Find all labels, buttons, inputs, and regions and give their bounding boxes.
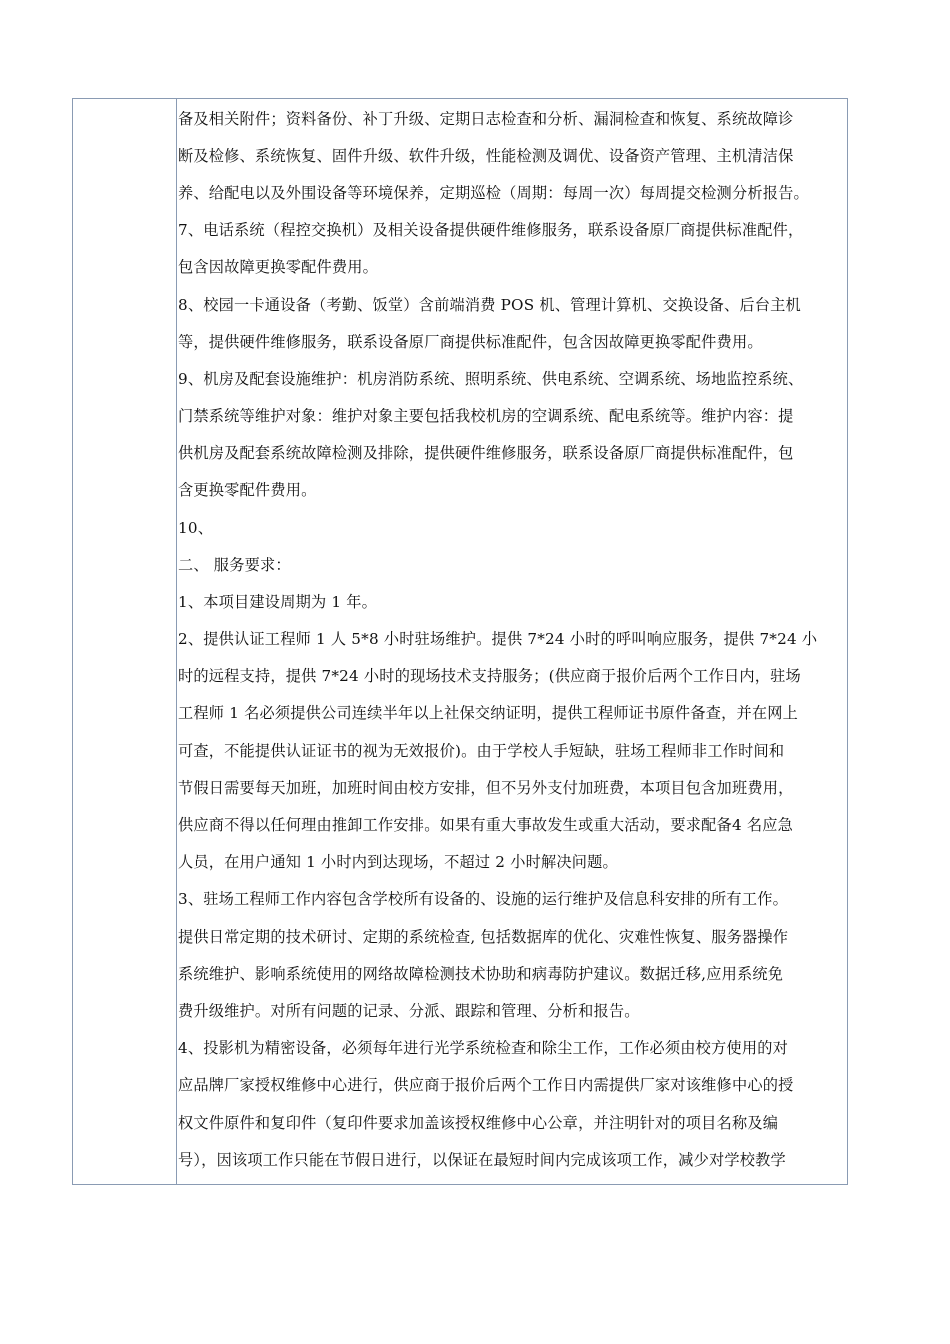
text-line: 4、投影机为精密设备，必须每年进行光学系统检查和除尘工作，工作必须由校方使用的对: [178, 1039, 788, 1057]
text-line: 系统维护、影响系统使用的网络故障检测技术协助和病毒防护建议。数据迁移,应用系统免: [178, 965, 784, 983]
text-line: 断及检修、系统恢复、固件升级、软件升级，性能检测及调优、设备资产管理、主机清洁保: [178, 147, 794, 165]
text-line: 供机房及配套系统故障检测及排除，提供硬件维修服务，联系设备原厂商提供标准配件，包: [178, 444, 794, 462]
text-line: 备及相关附件；资料备份、补丁升级、定期日志检查和分析、漏洞检查和恢复、系统故障诊: [178, 110, 794, 128]
text-line: 等，提供硬件维修服务，联系设备原厂商提供标准配件，包含因故障更换零配件费用。: [178, 333, 763, 351]
text-line: 包含因故障更换零配件费用。: [178, 258, 379, 276]
text-line: 供应商不得以任何理由推卸工作安排。如果有重大事故发生或重大活动，要求配备4 名应急: [178, 816, 794, 834]
text-line: 应品牌厂家授权维修中心进行，供应商于报价后两个工作日内需提供厂家对该维修中心的授: [178, 1076, 794, 1094]
text-line: 号），因该项工作只能在节假日进行，以保证在最短时间内完成该项工作，减少对学校教学: [178, 1151, 786, 1169]
text-line: 9、机房及配套设施维护：机房消防系统、照明系统、供电系统、空调系统、场地监控系统、: [178, 370, 804, 388]
text-line: 费升级维护。对所有问题的记录、分派、跟踪和管理、分析和报告。: [178, 1002, 640, 1020]
text-line: 10、: [178, 519, 214, 537]
right-text-cell: [178, 99, 847, 1184]
text-line: 8、校园一卡通设备（考勤、饭堂）含前端消费 POS 机、管理计算机、交换设备、后台主机: [178, 296, 801, 314]
text-line: 节假日需要每天加班，加班时间由校方安排，但不另外支付加班费，本项目包含加班费用，: [178, 779, 794, 797]
text-line: 权文件原件和复印件（复印件要求加盖该授权维修中心公章，并注明针对的项目名称及编: [178, 1114, 779, 1132]
text-line: 工程师 1 名必须提供公司连续半年以上社保交纳证明，提供工程师证书原件备查，并在网上: [178, 704, 799, 722]
text-line: 人员，在用户通知 1 小时内到达现场，不超过 2 小时解决问题。: [178, 853, 618, 871]
text-line: 含更换零配件费用。: [178, 481, 317, 499]
text-line: 3、驻场工程师工作内容包含学校所有设备的、设施的运行维护及信息科安排的所有工作。: [178, 890, 788, 908]
left-label-cell: [73, 99, 177, 1184]
text-line: 7、电话系统（程控交换机）及相关设备提供硬件维修服务，联系设备原厂商提供标准配件，: [178, 221, 804, 239]
content-table: [72, 98, 848, 1185]
text-line: 2、提供认证工程师 1 人 5*8 小时驻场维护。提供 7*24 小时的呼叫响应服务，提供 7*24 小: [178, 630, 818, 648]
text-line: 可查，不能提供认证证书的视为无效报价)。由于学校人手短缺，驻场工程师非工作时间和: [178, 742, 785, 760]
text-line: 1、本项目建设周期为 1 年。: [178, 593, 378, 611]
text-line: 提供日常定期的技术研讨、定期的系统检查, 包括数据库的优化、灾难性恢复、服务器操作: [178, 928, 789, 946]
text-line: 门禁系统等维护对象：维护对象主要包括我校机房的空调系统、配电系统等。维护内容：提: [178, 407, 794, 425]
text-line: 二、 服务要求：: [178, 556, 291, 574]
text-line: 养、给配电以及外围设备等环境保养，定期巡检（周期：每周一次）每周提交检测分析报告。: [178, 184, 809, 202]
text-line: 时的远程支持，提供 7*24 小时的现场技术支持服务；(供应商于报价后两个工作日内，驻场: [178, 667, 801, 685]
